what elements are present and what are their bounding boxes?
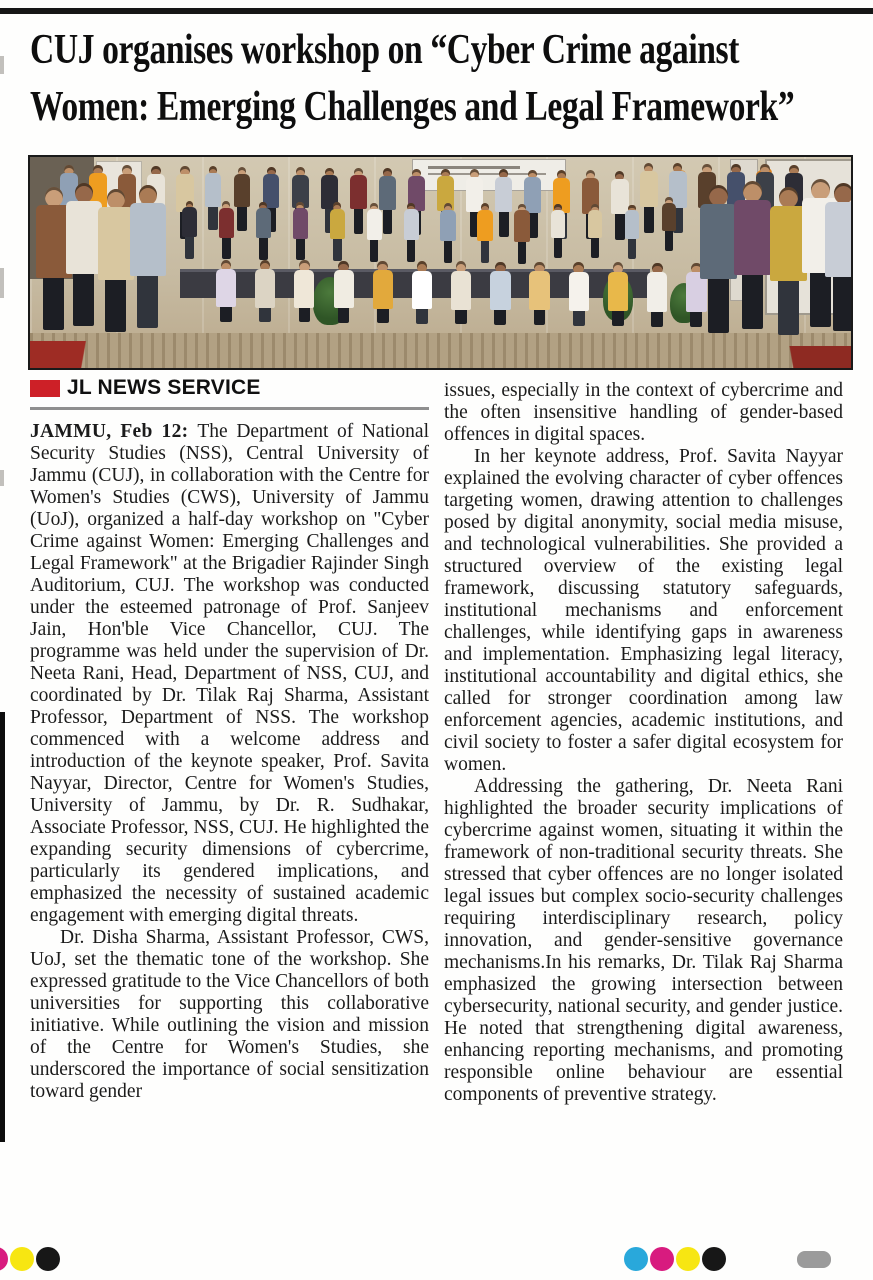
person-legs xyxy=(208,207,217,231)
person-legs xyxy=(43,278,64,330)
person-legs xyxy=(407,240,416,262)
person-legs xyxy=(383,210,393,234)
person-legs xyxy=(338,308,350,323)
masthead-rule xyxy=(0,8,873,14)
person-figure xyxy=(255,260,275,351)
magenta-registration-dot xyxy=(0,1247,8,1271)
page-edge-artifact xyxy=(0,56,4,74)
person-legs xyxy=(220,307,232,321)
person-torso xyxy=(569,272,590,311)
person-legs xyxy=(708,279,729,333)
person-torso xyxy=(440,210,455,241)
person-torso xyxy=(98,207,134,280)
person-torso xyxy=(825,202,853,278)
person-legs xyxy=(416,309,428,324)
person-legs xyxy=(237,207,246,231)
person-legs xyxy=(259,238,268,260)
person-legs xyxy=(377,309,389,324)
person-figure xyxy=(490,262,510,355)
photo-scene xyxy=(30,157,851,368)
article-headline xyxy=(30,22,870,136)
person-legs xyxy=(612,311,624,326)
article-body xyxy=(30,376,843,1106)
person-legs xyxy=(494,310,506,325)
person-legs xyxy=(333,239,342,261)
person-torso xyxy=(412,271,432,310)
person-legs xyxy=(137,276,158,328)
black-registration-dot xyxy=(36,1247,60,1271)
person-head xyxy=(107,189,126,209)
person-torso xyxy=(234,174,250,208)
person-figure xyxy=(216,260,236,350)
person-torso xyxy=(350,175,367,209)
yellow-registration-dot xyxy=(676,1247,700,1271)
person-legs xyxy=(573,311,585,326)
person-torso xyxy=(255,269,275,307)
person-legs xyxy=(778,281,799,335)
person-torso xyxy=(294,270,314,308)
person-figure xyxy=(234,167,250,241)
person-legs xyxy=(554,238,562,258)
person-figure xyxy=(495,169,512,247)
person-head xyxy=(139,185,158,205)
person-figure xyxy=(98,189,134,351)
person-torso xyxy=(700,204,737,280)
article-paragraph: Addressing the gathering, Dr. Neeta Rani highlighted the broader security implications of cybercrime against women, situating it within the framework of non-traditional security threats. She stressed that cyber offences are no longer isolated legal issues but complex socio-security challenges requiring interdisciplinary research, policy innovation, and gender-sensitive governance mechanisms.In his remarks, Dr. Tilak Raj Sharma emphasized the growing intersection between cybersecurity, national security, and gender justice. He noted that strengthening digital awareness, enhancing reporting mechanisms, and promoting responsible online behaviour are essential components of preventive strategy. xyxy=(444,776,843,1105)
person-figure xyxy=(640,163,658,243)
page-edge-artifact xyxy=(0,470,4,486)
person-torso xyxy=(334,270,354,308)
person-legs xyxy=(665,231,673,251)
person-legs xyxy=(534,310,546,325)
person-head xyxy=(75,183,94,203)
black-registration-dot xyxy=(702,1247,726,1271)
person-legs xyxy=(185,237,194,258)
magenta-registration-dot xyxy=(650,1247,674,1271)
article-paragraph: JAMMU, Feb 12: The Department of National Security Studies (NSS), Central University of Jammu (CUJ), in collaboration with the Centre for Women's Studies (CWS), University of Jammu (UoJ), organized a half-day workshop on "Cyber Crime against Women: Emerging Challenges and Legal Framework" at the Brigadier Rajinder Singh Auditorium, CUJ. The workshop was conducted under the esteemed patronage of Prof. Sanjeev Jain, Hon'ble Vice Chancellor, CUJ. The programme was held under the supervision of Dr. Neeta Rani, Head, Department of NSS, CUJ, and coordinated by Dr. Tilak Raj Sharma, Assistant Professor, Department of NSS. The workshop commenced with a welcome address and introduction of the keynote speaker, Prof. Savita Nayyar, Director, Centre for Women's Studies, University of Jammu, by Dr. R. Sudhakar, Associate Professor, NSS, CUJ. He highlighted the expanding security dimensions of cybercrime, particularly its gendered implications, and emphasized the necessity of sustained academic engagement with emerging digital threats. xyxy=(30,421,429,926)
person-legs xyxy=(73,274,94,326)
person-figure xyxy=(256,202,271,269)
person-torso xyxy=(182,207,197,237)
person-torso xyxy=(130,203,166,276)
person-torso xyxy=(216,269,236,307)
person-legs xyxy=(644,207,654,233)
person-head xyxy=(834,183,853,204)
person-figure xyxy=(350,168,367,244)
person-figure xyxy=(182,201,197,268)
yellow-registration-dot xyxy=(10,1247,34,1271)
left-column-paragraphs xyxy=(30,421,429,1103)
person-figure xyxy=(451,261,471,353)
person-figure xyxy=(608,262,629,356)
person-torso xyxy=(490,271,510,310)
person-legs xyxy=(615,214,625,239)
person-figure xyxy=(514,204,529,274)
article-column-right xyxy=(444,376,843,1106)
person-legs xyxy=(444,241,453,263)
person-legs xyxy=(222,238,231,259)
article-column-left xyxy=(30,376,429,1106)
right-column-paragraphs xyxy=(444,380,843,1106)
person-legs xyxy=(259,308,271,323)
person-torso xyxy=(404,209,419,240)
person-head xyxy=(709,185,728,206)
person-figure xyxy=(662,197,676,260)
person-figure xyxy=(66,183,102,345)
person-head xyxy=(779,187,798,208)
person-figure xyxy=(412,261,432,353)
person-torso xyxy=(551,210,565,238)
person-legs xyxy=(628,239,636,259)
person-legs xyxy=(833,277,853,331)
person-torso xyxy=(256,208,271,238)
kicker-label: JL NEWS SERVICE xyxy=(67,376,261,399)
cyan-registration-dot xyxy=(624,1247,648,1271)
person-legs xyxy=(742,275,763,329)
person-figure xyxy=(219,201,234,268)
dateline: JAMMU, Feb 12: xyxy=(30,421,198,442)
article-paragraph: issues, especially in the context of cybercrime and the often insensitive handling of gender-based offences in digital spaces. xyxy=(444,380,843,445)
person-torso xyxy=(66,201,102,274)
person-legs xyxy=(455,310,467,325)
person-torso xyxy=(625,210,639,238)
page-fold-mark xyxy=(0,712,5,1142)
person-figure xyxy=(588,204,602,266)
person-legs xyxy=(370,240,379,262)
person-torso xyxy=(477,210,492,241)
person-torso xyxy=(608,272,629,311)
gray-registration-mark xyxy=(797,1251,831,1268)
article-paragraph: In her keynote address, Prof. Savita Nayyar explained the evolving character of cyber offences targeting women, drawing attention to challenges posed by digital anonymity, social media misuse, and technological vulnerabilities. She provided a structured overview of the existing legal framework, discussing statutory safeguards, institutional mechanisms and enforcement challenges, while identifying gaps in awareness and implementation. Emphasizing legal literacy, institutional accountability and digital ethics, she called for stronger coordination among law enforcement agencies, academic institutions, and civil society to foster a safer digital ecosystem for women. xyxy=(444,446,843,775)
kicker-rule xyxy=(30,407,429,410)
headline-line-1: CUJ organises workshop on “Cyber Crime against xyxy=(30,27,740,73)
person-figure xyxy=(529,262,549,355)
article-paragraph: Dr. Disha Sharma, Assistant Professor, CWS, UoJ, set the thematic tone of the workshop. She expressed gratitude to the Vice Chancellors of both universities for supporting this collaborative initiative. While outlining the vision and mission of the Centre for Women's Studies, she underscored the importance of social sensitization toward gender xyxy=(30,927,429,1102)
person-figure xyxy=(569,262,590,355)
person-torso xyxy=(662,203,676,231)
person-torso xyxy=(734,200,771,276)
person-legs xyxy=(481,241,490,263)
person-head xyxy=(743,181,762,202)
person-torso xyxy=(647,272,668,311)
news-service-kicker xyxy=(30,376,429,400)
person-torso xyxy=(219,208,234,238)
person-torso xyxy=(640,171,658,207)
person-figure xyxy=(373,261,393,353)
page-edge-artifact xyxy=(0,268,4,298)
person-torso xyxy=(495,177,512,212)
person-torso xyxy=(529,271,549,310)
person-legs xyxy=(499,212,509,237)
red-block-icon xyxy=(30,380,60,397)
person-figure xyxy=(130,185,166,347)
person-torso xyxy=(514,210,529,241)
person-legs xyxy=(651,312,663,327)
person-legs xyxy=(296,239,305,261)
person-legs xyxy=(591,238,599,258)
person-figure xyxy=(551,204,565,266)
person-legs xyxy=(299,308,311,323)
photo-detail xyxy=(412,159,566,191)
person-legs xyxy=(518,242,527,264)
person-figure xyxy=(625,205,639,268)
person-torso xyxy=(588,210,602,238)
person-torso xyxy=(293,208,308,239)
person-figure xyxy=(647,263,668,357)
person-figure xyxy=(734,181,771,349)
workshop-group-photo xyxy=(28,155,853,370)
person-torso xyxy=(373,270,393,308)
person-head xyxy=(45,187,64,207)
person-torso xyxy=(367,209,382,240)
person-torso xyxy=(451,271,471,310)
person-figure xyxy=(334,261,354,352)
person-torso xyxy=(330,209,345,240)
headline-line-2: Women: Emerging Challenges and Legal Framework” xyxy=(30,84,795,130)
person-legs xyxy=(105,280,126,332)
person-legs xyxy=(354,209,364,233)
person-figure xyxy=(700,185,737,353)
person-figure xyxy=(294,260,314,351)
person-figure xyxy=(825,183,853,351)
